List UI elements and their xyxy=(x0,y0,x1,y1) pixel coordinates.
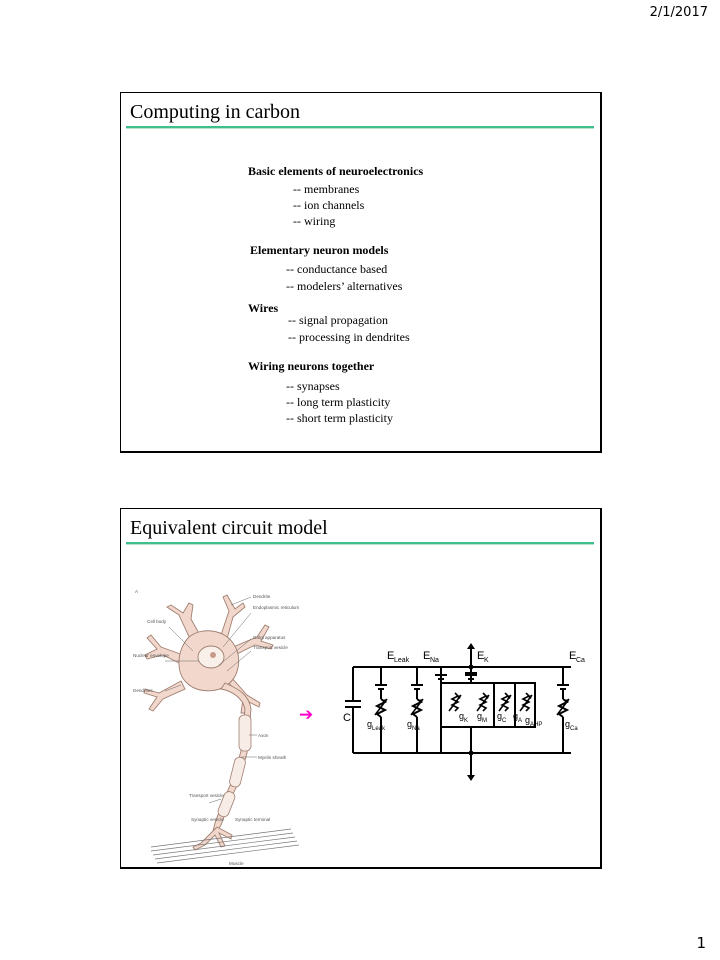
neuron-label: Cell body xyxy=(147,619,167,624)
section-heading: Basic elements of neuroelectronics xyxy=(248,164,424,178)
right-arrow-icon: ➔ xyxy=(299,705,314,724)
slide-title: Computing in carbon xyxy=(130,101,300,123)
circuit-label: M xyxy=(482,718,487,724)
bullet-item: -- synapses xyxy=(286,379,340,393)
slide-title: Equivalent circuit model xyxy=(130,517,328,539)
slide-equivalent-circuit xyxy=(120,508,602,869)
circuit-label: g xyxy=(459,711,465,721)
circuit-label: g xyxy=(525,715,531,725)
bullet-item: -- ion channels xyxy=(293,198,365,212)
circuit-label: g xyxy=(367,719,373,729)
circuit-label: K xyxy=(464,718,469,724)
bullet-item: -- conductance based xyxy=(286,262,388,276)
circuit-label: g xyxy=(565,719,571,729)
circuit-label: AHP xyxy=(530,722,543,728)
bullet-item: -- long term plasticity xyxy=(286,395,391,409)
circuit-label: E xyxy=(423,650,431,662)
circuit-label: Leak xyxy=(372,726,386,732)
circuit-label: Ca xyxy=(570,726,578,732)
neuron-label: Transport vesicle xyxy=(189,793,224,798)
bullet-item: -- modelers’ alternatives xyxy=(286,279,403,293)
page-number: 1 xyxy=(696,934,706,952)
bullet-item: -- signal propagation xyxy=(288,313,388,327)
circuit-label: E xyxy=(569,650,577,662)
title-underline xyxy=(126,126,594,129)
circuit-label: Na xyxy=(430,657,439,664)
section-heading: Wiring neurons together xyxy=(248,359,375,373)
section-heading: Wires xyxy=(248,301,279,315)
neuron-label: Axon xyxy=(258,733,269,738)
neuron-label: Transport vesicle xyxy=(253,645,288,650)
section-heading: Elementary neuron models xyxy=(250,243,389,257)
bullet-item: -- membranes xyxy=(293,182,360,196)
neuron-label: Endoplasmic reticulum xyxy=(253,605,300,610)
equivalent-circuit-diagram xyxy=(345,645,585,779)
circuit-label: Na xyxy=(412,726,420,732)
circuit-label: C xyxy=(343,712,351,724)
neuron-label: Dendrite xyxy=(253,594,271,599)
neuron-label: Dendrites xyxy=(133,688,153,693)
circuit-label: A xyxy=(518,718,523,724)
header-date: 2/1/2017 xyxy=(649,5,708,20)
bullet-item: -- short term plasticity xyxy=(286,411,393,425)
panel-label: A xyxy=(135,589,139,594)
neuron-illustration xyxy=(131,585,306,869)
circuit-label: C xyxy=(502,718,507,724)
circuit-label: g xyxy=(407,719,413,729)
neuron-label: Myelin sheath xyxy=(258,755,287,760)
neuron-label: Synaptic vesicle xyxy=(191,817,224,822)
bullet-item: -- wiring xyxy=(293,214,336,228)
neuron-label: Golgi apparatus xyxy=(253,635,286,640)
circuit-label: K xyxy=(484,657,489,664)
slide-computing-in-carbon xyxy=(120,92,602,453)
title-underline xyxy=(126,542,594,545)
circuit-label: g xyxy=(513,711,519,721)
neuron-label: Nuclear envelope xyxy=(133,653,169,658)
bullet-item: -- processing in dendrites xyxy=(288,330,410,344)
circuit-label: Leak xyxy=(394,657,410,664)
circuit-label: g xyxy=(477,711,483,721)
neuron-label: Synaptic terminal xyxy=(235,817,271,822)
circuit-label: E xyxy=(477,650,485,662)
circuit-label: E xyxy=(387,650,395,662)
neuron-label: Muscle xyxy=(229,861,244,866)
circuit-label: Ca xyxy=(576,657,585,664)
circuit-label: g xyxy=(497,711,503,721)
